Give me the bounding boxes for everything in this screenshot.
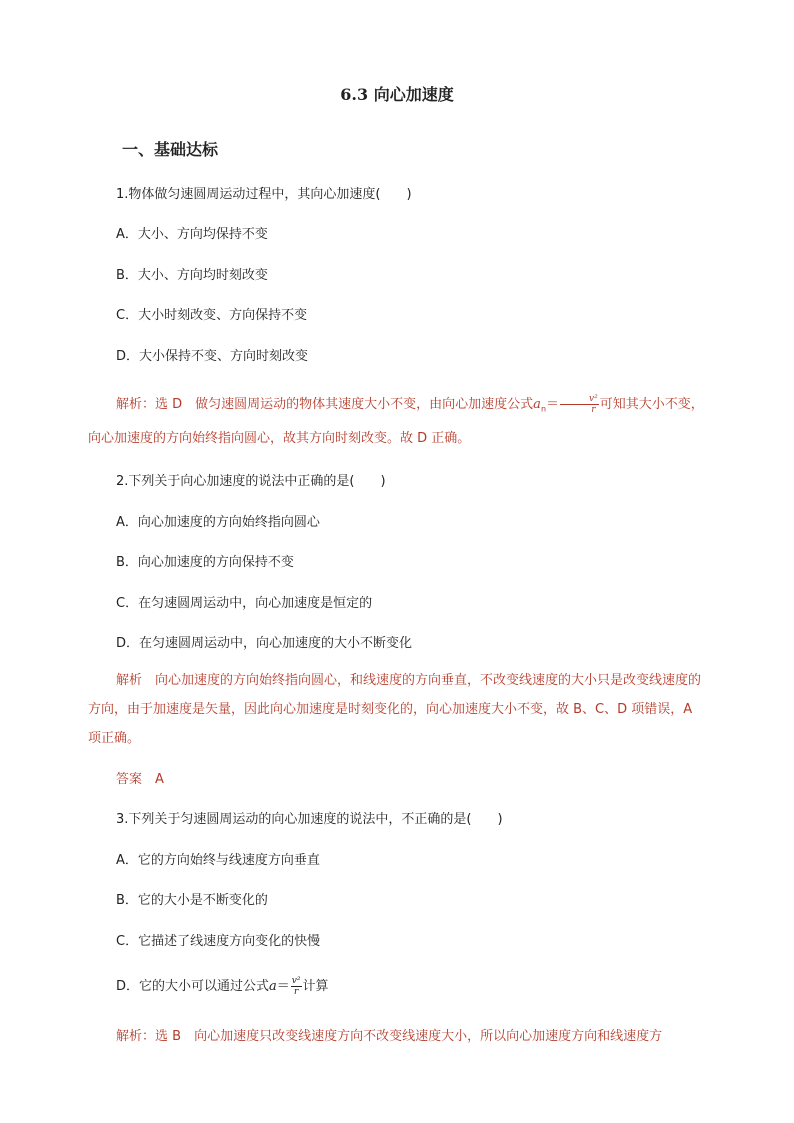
- solution-label: 解析：选 D: [116, 397, 183, 412]
- solution-label: 解析: [116, 673, 143, 688]
- formula-denominator: r: [293, 987, 299, 997]
- formula-denominator: r: [591, 405, 596, 415]
- question-3-option-b: B．它的大小是不断变化的: [116, 893, 268, 908]
- question-1-stem: 1.物体做匀速圆周运动过程中，其向心加速度( ): [116, 187, 412, 202]
- question-1-option-c: C．大小时刻改变、方向保持不变: [116, 308, 308, 323]
- answer-text: 答案 A: [116, 772, 164, 787]
- question-3-option-c: C．它描述了线速度方向变化的快慢: [116, 934, 321, 949]
- question-2-option-a: A．向心加速度的方向始终指向圆心: [116, 515, 320, 530]
- question-2-option-d: D．在匀速圆周运动中，向心加速度的大小不断变化: [116, 636, 413, 651]
- solution-text: 做匀速圆周运动的物体其速度大小不变，由向心加速度公式: [182, 397, 534, 412]
- formula-numerator: v²: [291, 976, 301, 986]
- solution-text: 向心加速度只改变线速度方向不改变线速度大小，所以向心加速度方向和线速度方: [181, 1029, 663, 1044]
- formula-equals: ＝: [546, 397, 560, 412]
- formula-fraction: [560, 394, 599, 415]
- question-1-solution: [88, 390, 708, 453]
- solution-label: 解析：选 B: [116, 1029, 182, 1044]
- option-d-prefix: D．它的大小可以通过公式: [116, 979, 270, 994]
- question-2-stem: 2.下列关于向心加速度的说法中正确的是( ): [116, 474, 386, 489]
- question-2-option-c: C．在匀速圆周运动中，向心加速度是恒定的: [116, 596, 373, 611]
- question-3-solution: [88, 1022, 708, 1051]
- question-1-option-d: D．大小保持不变、方向时刻改变: [116, 349, 309, 364]
- question-1-option-a: A．大小、方向均保持不变: [116, 227, 268, 242]
- question-2-option-b: B．向心加速度的方向保持不变: [116, 555, 294, 570]
- formula-symbol-a: a: [533, 397, 541, 412]
- solution-text-continued: 可知其大小不变，向心加速度的方向始终指向圆心，故其方向时刻改变。故 D 正确。: [88, 397, 704, 446]
- formula-fraction: [291, 976, 302, 997]
- formula-equals: ＝: [276, 979, 290, 994]
- question-2-answer: [116, 768, 164, 787]
- option-d-suffix: 计算: [302, 979, 329, 994]
- formula-symbol-a: a: [269, 979, 277, 994]
- page-title: 6.3 向心加速度: [340, 85, 454, 104]
- question-3-option-a: A．它的方向始终与线速度方向垂直: [116, 853, 320, 868]
- section-heading: 一、基础达标: [122, 140, 219, 159]
- question-2-solution: [88, 666, 708, 753]
- formula-subscript: n: [540, 404, 547, 414]
- question-3-stem: 3.下列关于匀速圆周运动的向心加速度的说法中，不正确的是( ): [116, 812, 503, 827]
- question-3-option-d: [116, 975, 329, 997]
- question-1-option-b: B．大小、方向均时刻改变: [116, 268, 268, 283]
- formula-numerator: v²: [560, 394, 599, 405]
- solution-text: 向心加速度的方向始终指向圆心，和线速度的方向垂直，不改变线速度的大小只是改变线速度的方向，由于加速度是矢量，因此向心加速度是时刻变化的，向心加速度大小不变，故 B、C、D 项错误，A 项正确。: [88, 673, 702, 746]
